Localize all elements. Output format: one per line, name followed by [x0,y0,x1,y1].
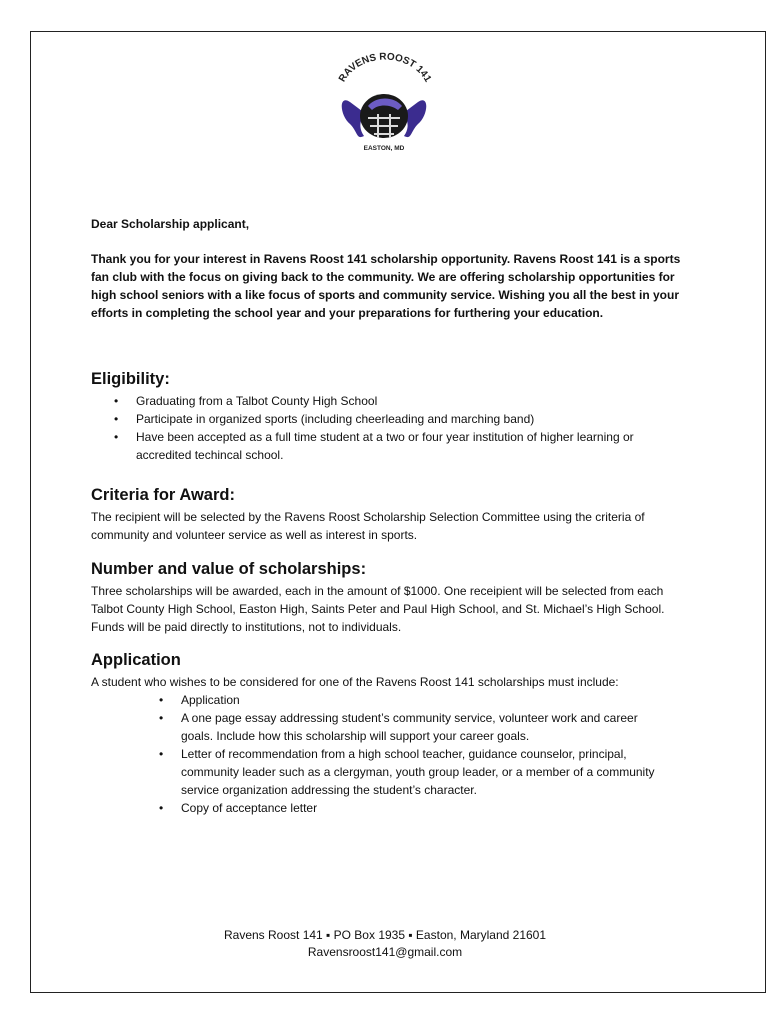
application-list [181,691,671,817]
logo-graphic [328,44,440,156]
list-item: • A one page essay addressing student’s community service, volunteer work and career goals. Include how this scholarship will support your career goals. [181,709,671,745]
list-item: • Have been accepted as a full time student at a two or four year institution of higher learning or accredited techincal school. [136,428,691,464]
logo-arc-text: RAVENS ROOST 141 [337,51,434,85]
letter-greeting: Dear Scholarship applicant, [91,217,250,231]
ravens-roost-logo [328,44,440,156]
eligibility-heading: Eligibility: [91,370,170,388]
footer-email: Ravensroost141@gmail.com [307,945,463,959]
logo-location-text: EASTON, MD [363,145,405,152]
criteria-heading: Criteria for Award: [91,486,235,504]
application-intro: A student who wishes to be considered for one of the Ravens Roost 141 scholarships must include: [91,675,619,689]
list-item: • Participate in organized sports (including cheerleading and marching band) [136,410,691,428]
eligibility-list [136,392,691,464]
list-item: • Copy of acceptance letter [181,799,671,817]
application-heading: Application [91,651,181,669]
letter-intro: Thank you for your interest in Ravens Roost 141 scholarship opportunity. Ravens Roost 141 is a sports fan club with the focus on giving back to the community. We are offering scholarship opportunities for high school seniors with a like focus of sports and community service. Wishing you all the best in your efforts in completing the school year and your preparations for furthering your education. [91,252,681,320]
scholarships-text: Three scholarships will be awarded, each in the amount of $1000. One receipient will be selected from each Talbot County High School, Easton High, Saints Peter and Paul High School, and St. Michael’s High School. Funds will be paid directly to institutions, not to individuals. [91,584,665,634]
criteria-text: The recipient will be selected by the Ravens Roost Scholarship Selection Committee using the criteria of community and volunteer service as well as interest in sports. [91,510,645,542]
list-item: • Application [181,691,671,709]
scholarships-heading: Number and value of scholarships: [91,560,367,578]
list-item: • Graduating from a Talbot County High School [136,392,691,410]
footer-address: Ravens Roost 141 ▪ PO Box 1935 ▪ Easton, Maryland 21601 [223,928,547,942]
list-item: • Letter of recommendation from a high school teacher, guidance counselor, principal, community leader such as a clergyman, youth group leader, or a member of a community service organization addressing the student’s character. [181,745,671,799]
